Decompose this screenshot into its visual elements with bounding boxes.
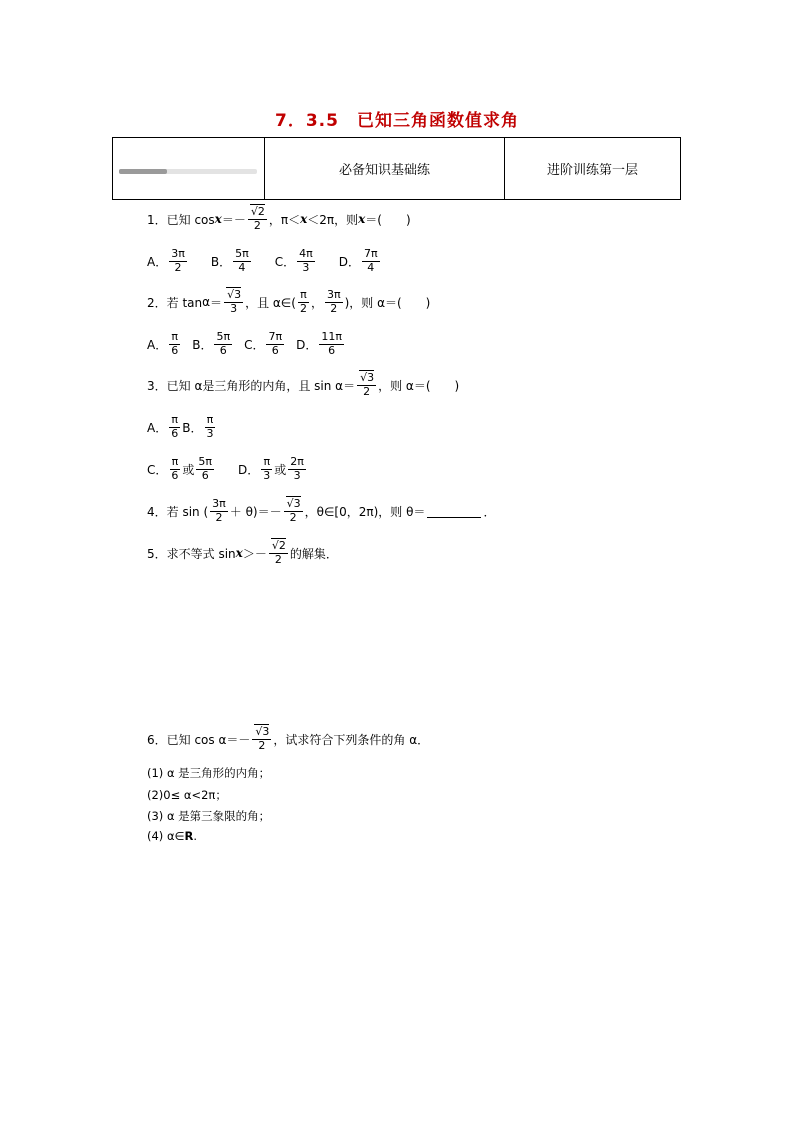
progress-fill bbox=[119, 169, 167, 174]
question-3-options-ab: A． $\frac{\pi}{6}$ B． $\frac{\pi}{3}$ bbox=[147, 413, 214, 440]
progress-bar bbox=[119, 169, 257, 174]
question-4: 4．若 sin ( $\frac{3\pi}{2}$ ＋ θ)＝－ $\frac{√3}{2}$ ，θ∈[0，2π)，则 θ＝ ． bbox=[147, 497, 496, 524]
question-5: 5．求不等式 sin x ＞－ $\frac{√2}{2}$ 的解集． bbox=[147, 539, 338, 566]
header-cell-advanced: 进阶训练第一层 bbox=[546, 163, 638, 178]
answer-blank[interactable] bbox=[427, 505, 481, 518]
question-6-part-3: (3) α 是第三象限的角； bbox=[147, 809, 271, 823]
question-2-options: A． $\frac{\pi}{6}$ B． $\frac{5\pi}{6}$ C． $\frac{7\pi}{6}$ D． $\frac{11\pi}{6}$ bbox=[147, 330, 342, 357]
question-3-options-cd: C． $\frac{\pi}{6}$ 或 $\frac{5\pi}{6}$ D． $\frac{\pi}{3}$ 或 $\frac{2\pi}{3}$ bbox=[147, 455, 304, 482]
section-header-table bbox=[112, 137, 681, 200]
page-title: 7．3.5 已知三角函数值求角 bbox=[275, 111, 519, 131]
question-6-part-1: (1) α 是三角形的内角； bbox=[147, 766, 271, 780]
question-3: 3．已知 α是三角形的内角，且 sin α＝ $\frac{√3}{2}$ ，则 α＝( ) bbox=[147, 371, 460, 398]
question-1-options: A． $\frac{3\pi}{2}$ B． $\frac{5\pi}{4}$ C． $\frac{4\pi}{3}$ D． $\frac{7\pi}{4}$ bbox=[147, 247, 378, 274]
question-2: 2．若 tan α ＝ $\frac{√3}{3}$ ，且 α∈( $\frac{\pi}{2}$ ， $\frac{3\pi}{2}$ )，则 α＝( ) bbox=[147, 288, 431, 315]
question-6-part-4: (4) α∈ R . bbox=[147, 829, 198, 843]
question-6-part-2: (2)0≤ α<2π； bbox=[147, 788, 227, 802]
question-6: 6．已知 cos α＝－ $\frac{√3}{2}$ ，试求符合下列条件的角 α． bbox=[147, 725, 430, 752]
question-1: 1．已知 cos x ＝－ $\frac{√2}{2}$ ，π＜ x ＜2π，则 x ＝( ) bbox=[147, 205, 411, 232]
header-cell-basic: 必备知识基础练 bbox=[265, 138, 505, 199]
fraction: $\frac{√2}{2}$ bbox=[248, 206, 267, 232]
header-cell-logo bbox=[113, 138, 265, 199]
